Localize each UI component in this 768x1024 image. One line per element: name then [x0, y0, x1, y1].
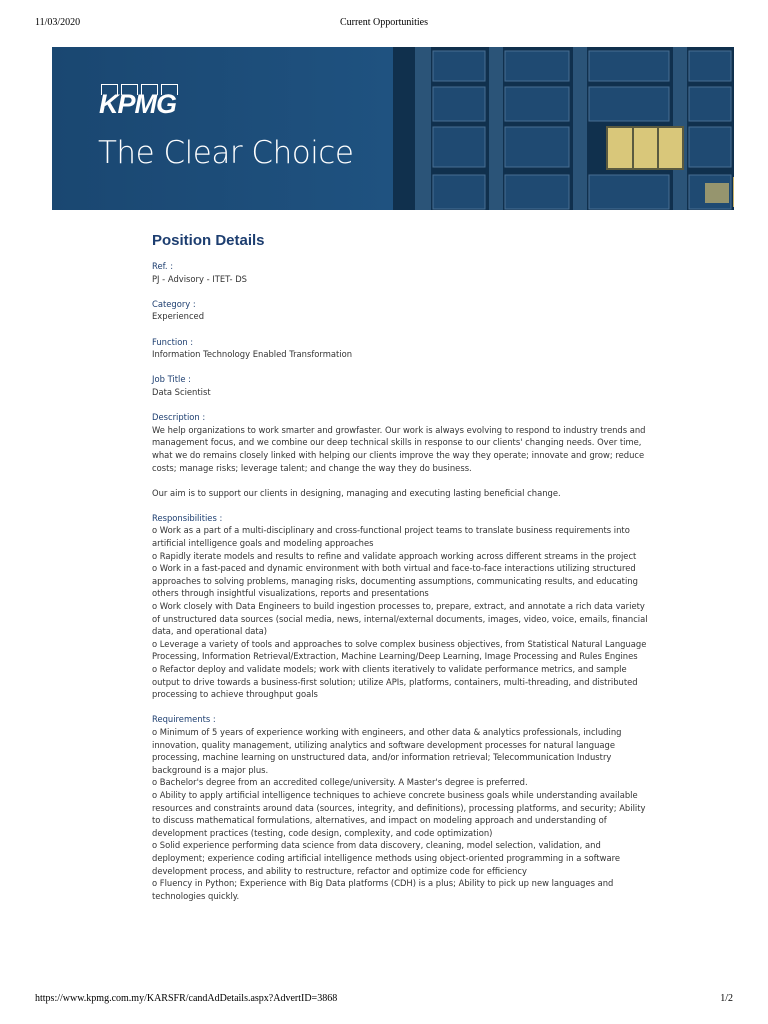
- kpmg-banner: [52, 47, 734, 210]
- banner-tagline: The Clear Choice: [98, 135, 354, 171]
- responsibility-item: o Work as a part of a multi-disciplinary and cross-functional project teams to translate business requirements into artificial intelligence goals and modeling approaches: [152, 525, 630, 549]
- print-url: https://www.kpmg.com.my/KARSFR/candAdDetails.aspx?AdvertID=3868: [35, 993, 338, 1004]
- category-label: Category :: [152, 298, 196, 309]
- description-paragraph: We help organizations to work smarter and growfaster. Our work is always evolving to respond to industry trends and management focus, and we combine our deep technical skills in response to our clients' changing needs. Over time, what we do remains closely linked with helping our clients improve the way they operate; innovate and grow; reduce costs; manage risks; leverage talent; and change the way they do business.: [152, 424, 646, 473]
- responsibilities-label: Responsibilities :: [152, 512, 223, 523]
- description-paragraph: Our aim is to support our clients in designing, managing and executing lasting beneficial change.: [152, 487, 561, 498]
- office-building-illustration: [393, 47, 734, 210]
- ref-field: [152, 260, 652, 285]
- responsibility-item: o Work in a fast-paced and dynamic environment with both virtual and face-to-face interactions utilizing structured approaches to solving problems, managing risks, documenting assumptions, communicating results, and educating others through insightful visualizations, reports and presentations: [152, 563, 638, 599]
- requirements-label: Requirements :: [152, 714, 216, 725]
- print-page-number: 1/2: [720, 993, 733, 1004]
- print-date: 11/03/2020: [35, 17, 81, 28]
- category-value: Experienced: [152, 311, 205, 322]
- print-footer: [0, 993, 768, 1007]
- description-field: [152, 411, 652, 499]
- responsibility-item: o Refactor deploy and validate models; work with clients iteratively to validate performance metrics, and sample output to drive towards a business-first solution; utilize APIs, platforms, containers, multi-threading, and distributed processing to achieve throughput goals: [152, 664, 638, 700]
- responsibility-item: o Leverage a variety of tools and approaches to solve complex business objectives, from Statistical Natural Language Processing, Information Retrieval/Extraction, Machine Learning/Deep Learning, Image Processing and Rules Engines: [152, 638, 647, 662]
- banner-building-image: [393, 47, 734, 210]
- function-field: [152, 336, 652, 361]
- banner-brand-panel: [52, 47, 393, 210]
- responsibility-item: o Rapidly iterate models and results to refine and validate approach working across different streams in the project: [152, 550, 637, 561]
- job-title-label: Job Title :: [152, 374, 192, 385]
- requirements-field: [152, 713, 652, 902]
- ref-value: PJ - Advisory - ITET- DS: [152, 273, 247, 284]
- kpmg-logo: KPMG: [99, 89, 176, 119]
- category-field: [152, 298, 652, 323]
- position-details: [152, 232, 652, 902]
- function-label: Function :: [152, 336, 194, 347]
- page-title: Position Details: [152, 232, 265, 249]
- requirement-item: o Fluency in Python; Experience with Big Data platforms (CDH) is a plus; Ability to pick up new languages and technologies quickly.: [152, 878, 614, 901]
- ref-label: Ref. :: [152, 261, 174, 271]
- description-label: Description :: [152, 412, 206, 423]
- job-title-field: [152, 373, 652, 398]
- requirement-item: o Bachelor's degree from an accredited college/university. A Master's degree is preferred.: [152, 777, 528, 788]
- print-header: [0, 17, 768, 31]
- responsibilities-field: [152, 512, 652, 701]
- job-title-value: Data Scientist: [152, 386, 211, 397]
- requirement-item: o Ability to apply artificial intelligence techniques to achieve concrete business goals while understanding available resources and constraints around data (sources, integrity, and definitions), processing platforms, and security; Ability to discuss mathematical formulations, alternatives, and impact on modeling approach and understanding of development practices (testing, code design, complexity, and code optimization): [152, 789, 646, 838]
- responsibility-item: o Work closely with Data Engineers to build ingestion processes to, prepare, extract, and annotate a rich data variety of unstructured data sources (social media, news, internal/external documents, images, video, voice, emails, financial data, and operational data): [152, 601, 648, 637]
- function-value: Information Technology Enabled Transformation: [152, 349, 353, 360]
- requirement-item: o Minimum of 5 years of experience working with engineers, and other data & analytics professionals, including innovation, quality management, utilizing analytics and software development processes for natural language processing, machine learning on unstructured data, and/or information retrieval; Telecommunication Industry background is a major plus.: [152, 726, 622, 775]
- requirement-item: o Solid experience performing data science from data discovery, cleaning, model selection, validation, and deployment; experience coding artificial intelligence methods using object-oriented programming in a software development process, and ability to restructure, refactor and optimize code for efficiency: [152, 840, 621, 876]
- print-page-title: Current Opportunities: [339, 17, 429, 28]
